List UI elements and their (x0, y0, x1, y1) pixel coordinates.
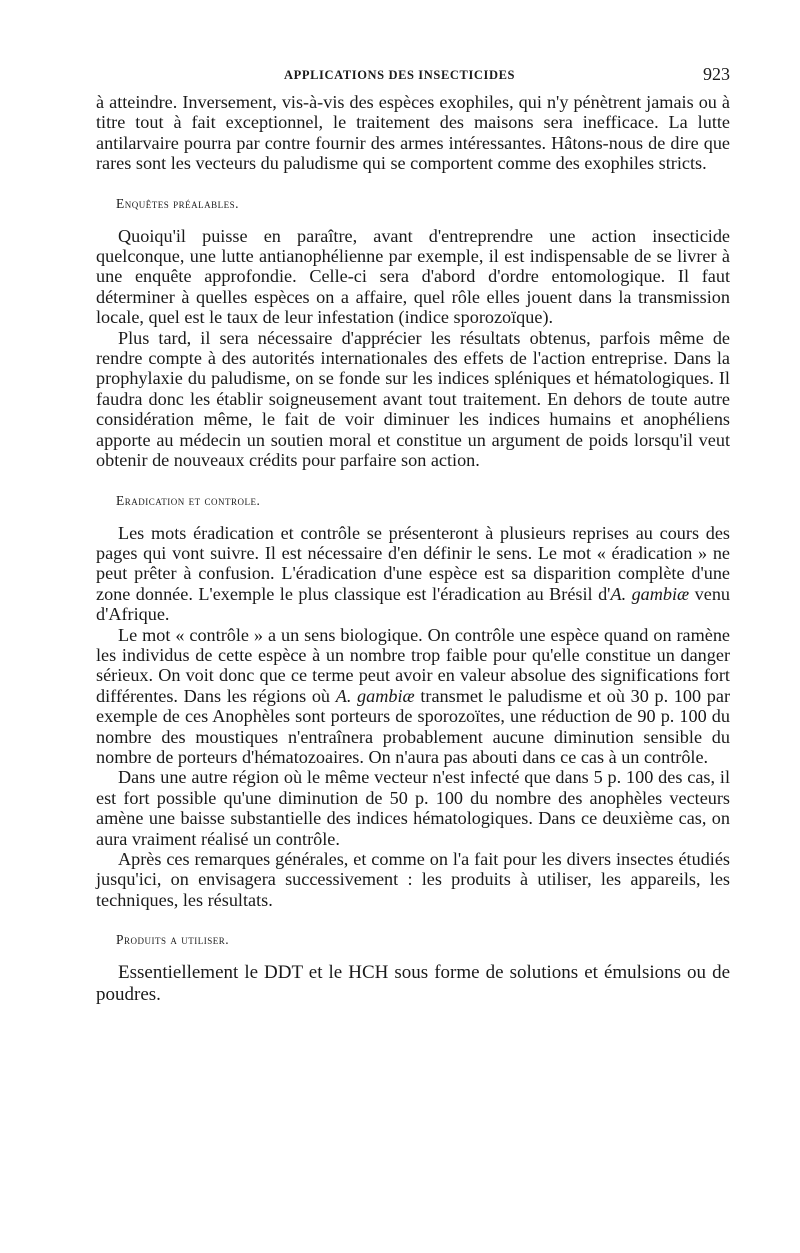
paragraph-text: Le mot « contrôle » a un sens biologique. On contrôle une espèce quand on ramène les individus de cette espèce à un nombre trop faible pour qu'elle constitue un danger sérieux. On voit donc que ce terme peut avoir en valeur absolue des significations fort différentes. Dans les régions où (96, 624, 730, 706)
paragraph: Quoiqu'il puisse en paraître, avant d'entreprendre une action insecticide quelconque, une lutte antianophélienne par exemple, il est indispensable de se livrer à une enquête approfondie. Celle-ci sera d'abord d'ordre entomologique. Il faut déterminer à quelles espèces on a affaire, quel rôle elles jouent dans la transmission locale, quel est le taux de leur infestation (indice sporozoïque). (96, 225, 730, 328)
paragraph-text: Les mots éradication et contrôle se présenteront à plusieurs reprises au cours des pages qui vont suivre. Il est nécessaire d'en définir le sens. Le mot « éradication » ne peut prêter à confusion. L'éradication d'une espèce est sa disparition complète d'une zone donnée. L'exemple le plus classique est l'éradication au Brésil d' (96, 522, 730, 604)
paragraph-continuation: à atteindre. Inversement, vis-à-vis des espèces exophiles, qui n'y pénètrent jamais ou à titre tout à fait exceptionnel, le traitement des maisons sera inefficace. La lutte antilarvaire pourra par contre fournir des armes intéressantes. Hâtons-nous de dire que rares sont les vecteurs du paludisme qui se comportent comme des exophiles stricts. (96, 92, 730, 174)
running-header (96, 58, 730, 92)
paragraph-text: venu d'Afrique. (96, 583, 731, 625)
paragraph (96, 625, 730, 768)
section-heading-enquetes: Enquêtes préalables. (116, 195, 239, 211)
paragraph (96, 523, 730, 625)
paragraph: Plus tard, il sera nécessaire d'apprécier les résultats obtenus, parfois même de rendre compte à des autorités internationales des effets de l'action entreprise. Dans la prophylaxie du paludisme, on se fonde sur les indices spléniques et hématologiques. Il faudra donc les établir soigneusement avant tout traitement. En dehors de toute autre considération même, le fait de voir diminuer les indices humains et anophéliens apporte au médecin un soutien moral et constitue un argument de poids lorsqu'il veut obtenir de nouveaux crédits pour parfaire son action. (96, 327, 730, 471)
paragraph: Après ces remarques générales, et comme on l'a fait pour les divers insectes étudiés jusqu'ici, on envisagera successivement : les produits à utiliser, les appareils, les techniques, les résultats. (96, 849, 730, 910)
book-page (96, 58, 730, 1006)
paragraph: Dans une autre région où le même vecteur n'est infecté que dans 5 p. 100 des cas, il est fort possible qu'une diminution de 50 p. 100 du nombre des anophèles vecteurs amène une baisse substantielle des indices hématologiques. Dans ce deuxième cas, on aura vraiment réalisé un contrôle. (96, 767, 730, 849)
paragraph: Essentiellement le DDT et le HCH sous forme de solutions et émulsions ou de poudres. (96, 962, 730, 1006)
species-name: A. gambiæ (335, 685, 415, 706)
running-title: APPLICATIONS DES INSECTICIDES (284, 68, 516, 82)
section-heading-eradication: Eradication et controle. (116, 492, 261, 508)
page-number: 923 (703, 64, 730, 84)
paragraph-text: transmet le paludisme et où 30 p. 100 par exemple de ces Anophèles sont porteurs de sporozoïtes, une réduction de 90 p. 100 du nombre des moustiques n'entraînera probablement aucune diminution sensible du nombre de porteurs d'hématozoaires. On n'aura pas abouti dans ce cas à un contrôle. (96, 685, 730, 767)
species-name: A. gambiæ (610, 583, 690, 604)
section-heading-produits: Produits a utiliser. (116, 932, 230, 948)
